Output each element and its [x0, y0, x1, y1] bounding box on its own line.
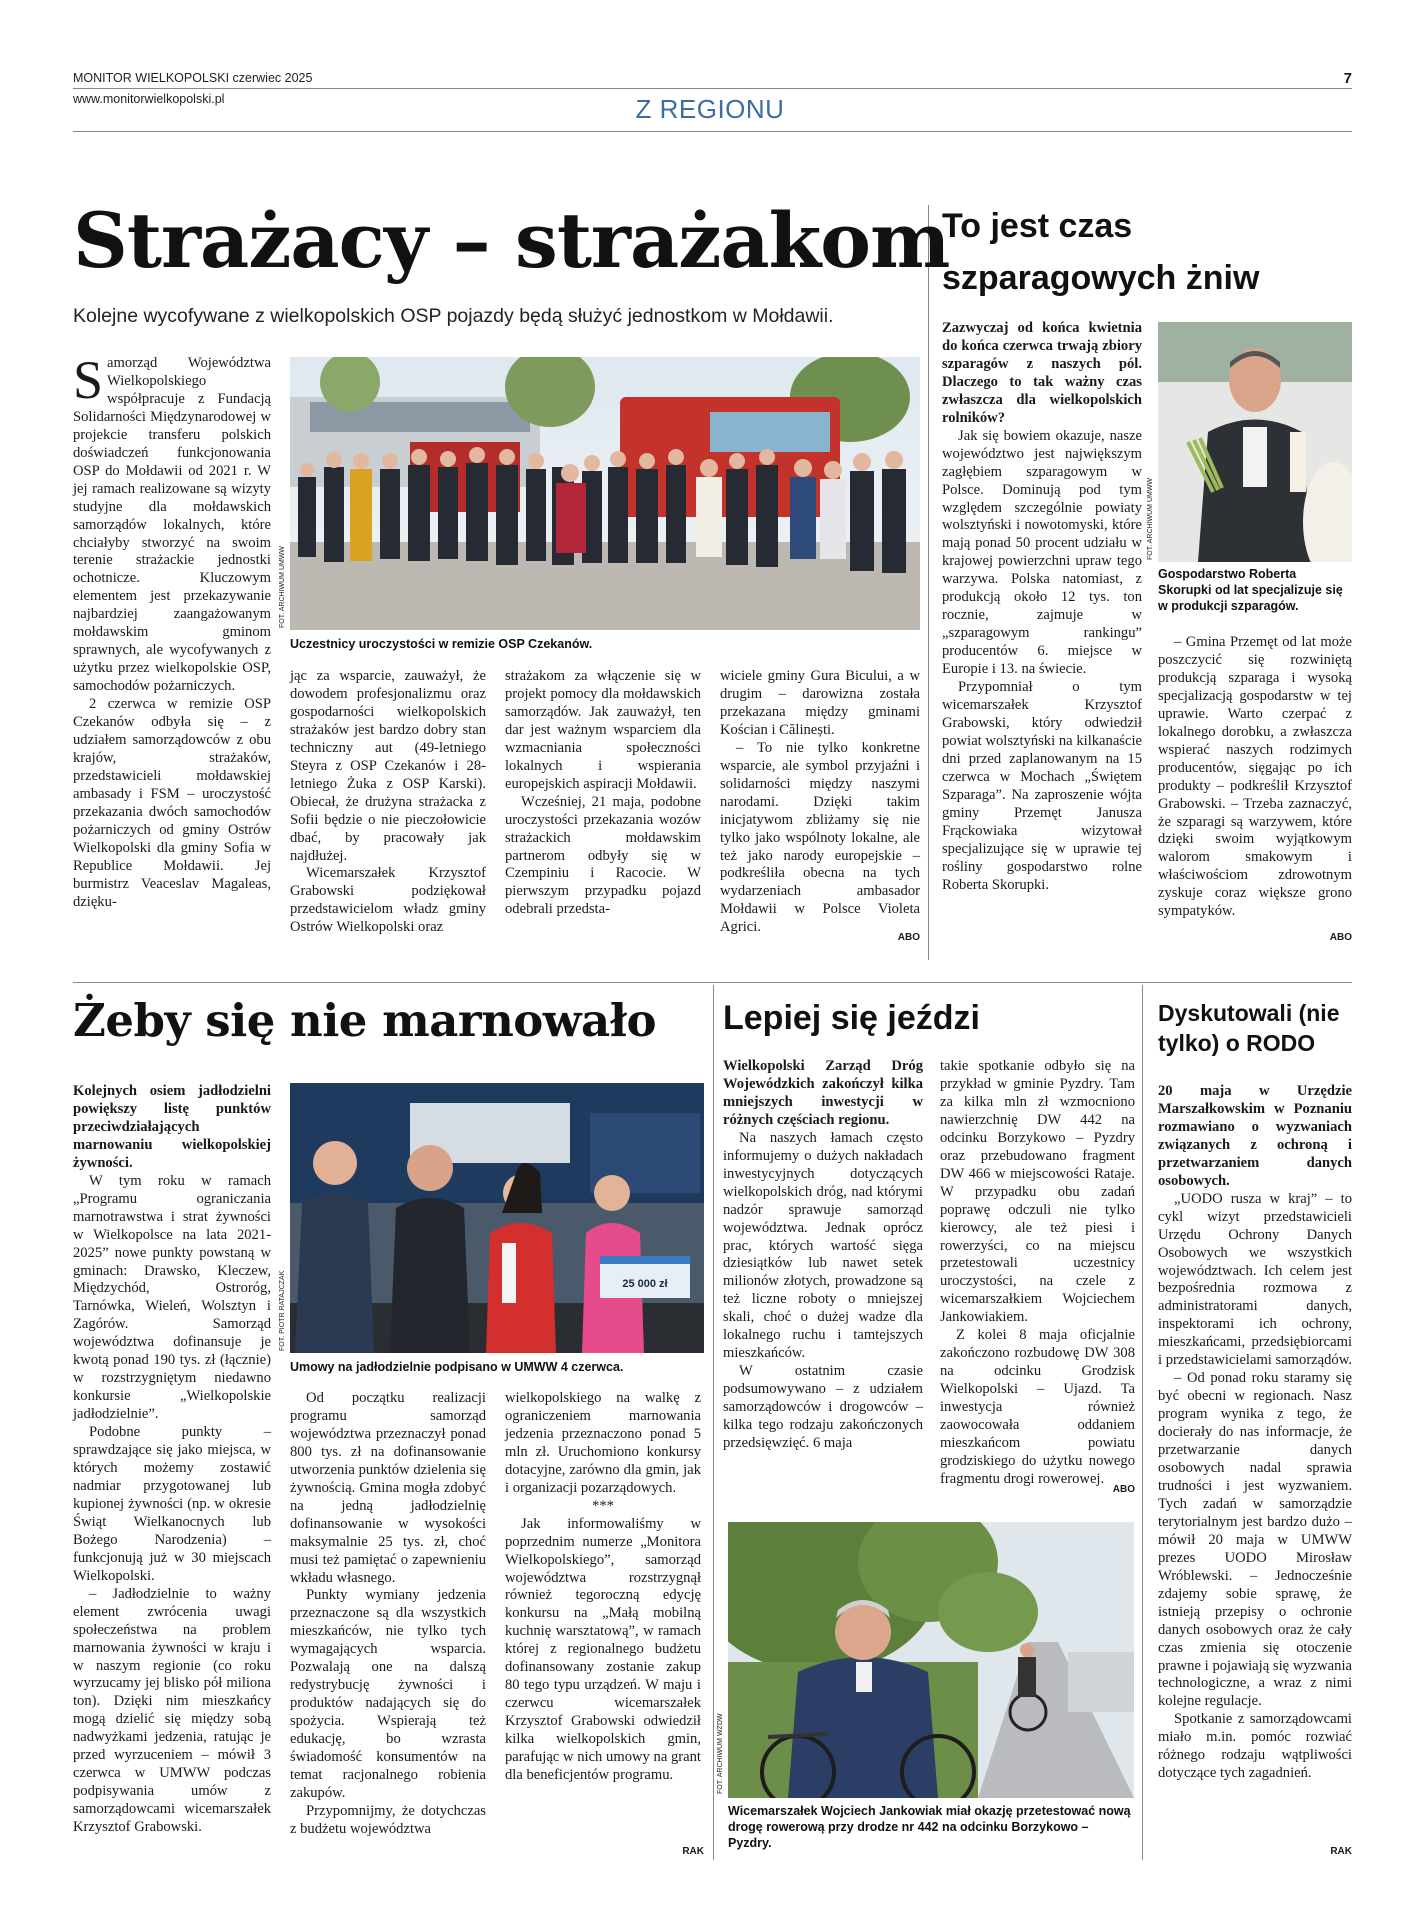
article-column: Zazwyczaj od końca kwietnia do końca czerwca trwają zbiory szparagów z naszych pól. Dlaczego to tak ważny czas zwłaszcza dla wielkopolskich rolników? Jak się bowiem okazuje, nasze województwo jest największym zagłębiem szparagowym w Polsce. Dominują pod tym względem szczególnie powiaty wolsztyński i nowotomyski, które mają ponad 50 procent udziału w krajowej powierzchni upraw tego warzywa. Polska natomiast, z produkcją około 12 tys. ton rocznie, zajmuje w „szparagowym rankingu” producentów 6. miejsce w Europie i 13. na świecie. Przypomniał o tym wicemarszałek Krzysztof Grabowski, który odwiedził powiat wolsztyński na kilkanaście dni przed zaplanowanym na 15 czerwca w Mochach „Świętem Szparaga”. Na zaproszenie wójta gminy Przemęt Janusza Frąckowiaka wizytował specjalizujące się w uprawie tej rośliny gospodarstwo rolne Roberta Skorupki. — [942, 320, 1142, 893]
drop-cap: S — [73, 350, 104, 410]
article-title: Lepiej się jeździ — [723, 999, 980, 1037]
section-divider — [73, 982, 1352, 983]
header-rule — [73, 88, 1352, 89]
article-title: Strażacy – strażakom — [73, 196, 950, 285]
page-number: 7 — [1343, 70, 1352, 87]
article-title: To jest czas szparagowych żniw — [942, 207, 1260, 297]
article-column: jąc za wsparcie, zauważył, że dowodem profesjonalizmu oraz gospodarności wielkopolskich strażaków jest bardzo dobry stan techniczny aut (49-letniego Steyra z OSP Czekanów i 28-letniego Żuka z OSP Karski). Obiecał, że drużyna strażacka z Sofii będzie o nie pieczołowicie dbać, by pracowały jak najdłużej. Wicemarszałek Krzysztof Grabowski podziękował przedstawicielom władz gminy Ostrów Wielkopolski oraz — [290, 668, 486, 936]
author-signature: ABO — [1329, 932, 1352, 943]
article-column: Samorząd Województwa Wielkopolskiego współpracuje z Fundacją Solidarności Międzynarodowej w projekcie transferu polskich doświadczeń funkcjonowania OSP do Mołdawii od 2021 r. W jej ramach realizowane są wizyty studyjne dla mołdawskich samorządów lokalnych, które chciałyby stworzyć na swoim terenie strażackie jednostki ochotnicze. Kluczowym elementem jest przekazywanie najbardziej zaangażowanym mołdawskim gminom sprawnych, ale wycofywanych z użytku przez wielkopolskie OSP, samochodów pożarniczych. 2 czerwca w remizie OSP Czekanów odbyła się – z udziałem samorządowców z obu krajów, strażaków, przedstawicieli mołdawskiej ambasady i FSM – uroczystość przekazania dwóch samochodów pożarniczych od gminy Ostrów Wielkopolski dla gminy Sofia w Republice Mołdawii. Jej burmistrz Veaceslav Magaleas, dzięku- — [73, 350, 271, 910]
article-column: 20 maja w Urzędzie Marszałkowskim w Poznaniu rozmawiano o wyzwaniach związanych z ochroną i przetwarzaniem danych osobowych. „UODO rusza w kraj” – to cykl wizyt przedstawicieli Urzędu Ochrony Danych Osobowych we wszystkich województwach. Ich celem jest bezpośrednia rozmowa z administratorami danych, inspektorami ich ochrony, mieszkańcami, przedsiębiorcami i przedstawicielami samorządów. – Od ponad roku staramy się być obecni w regionach. Nasz program wynika z tego, że docierały do nas informacje, że przetwarzanie danych osobowych nadal sprawia trudności i jest wyzwaniem. Tych zadań w samorządzie terytorialnym jest bardzo dużo – mówił 20 maja w UMWW prezes UODO Mirosław Wróblewski. – Jednocześnie zdajemy sobie sprawę, że istnieją przepisy o ochronie danych osobowych oraz że cały czas zmienia się otoczenie prawne i pojawiają się wyzwania technologiczne, a wraz z nimi kolejne regulacje. Spotkanie z samorządowcami miało m.in. pomóc rozwiać różnego rodzaju wątpliwości dotyczące tych zagadnień. — [1158, 1083, 1352, 1782]
author-signature: ABO — [897, 932, 920, 943]
article-column: wiciele gminy Gura Bicului, a w drugim – darowizna została przekazana między gminami Kościan i Călinești. – To nie tylko konkretne wsparcie, ale symbol przyjaźni i solidarności między naszymi narodami. Dzięki takim inicjatywom zbliżamy się nie tylko jako wspólnoty lokalne, ale też jako narody europejskie – podkreśliła obecna na tych wydarzeniach ambasador Mołdawii w Polsce Violeta Agrici. — [720, 668, 920, 936]
author-signature: RAK — [682, 1846, 704, 1857]
section-separator: *** — [592, 1497, 614, 1514]
author-signature: RAK — [1330, 1846, 1352, 1857]
column-rule — [1142, 985, 1143, 1860]
author-signature: ABO — [1112, 1484, 1135, 1495]
article-intro: Wielkopolski Zarząd Dróg Wojewódzkich zakończył kilka mniejszych inwestycji w różnych częściach regionu. — [723, 1058, 923, 1128]
article-lead: Kolejne wycofywane z wielkopolskich OSP pojazdy będą służyć jednostkom w Mołdawii. — [73, 305, 834, 327]
article-column: Od początku realizacji programu samorząd województwa przeznaczył ponad 800 tys. zł na dofinansowanie utworzenia punktów dzielenia się żywnością. Gmina mogła zdobyć na jedną jadłodzielnię dofinansowanie w wysokości maksymalnie 25 tys. zł, choć musi też pamiętać o zapewnieniu wkładu własnego. Punkty wymiany jedzenia przeznaczone są dla wszystkich mieszkańców, nie tylko tych wymagających wsparcia. Pozwalają one na dalszą redystrybucję żywności i produktów nadających się do spożycia. Wspierają też edukację, bo wzrasta świadomość konsumentów na temat racjonalnego robienia zakupów. Przypomnijmy, że dotychczas z budżetu województwa — [290, 1390, 486, 1837]
article-column: wielkopolskiego na walkę z ograniczeniem marnowania jedzenia przeznaczono ponad 5 mln zł. Uruchomiono konkursy dotacyjne, zarówno dla gmin, jak i organizacji pozarządowych. *** Jak informowaliśmy w poprzednim numerze „Monitora Wielkopolskiego”, samorząd województwa rozstrzygnął również tegoroczną edycję konkursu na „Małą mobilną kuchnię warsztatową”, w ramach której z regionalnego budżetu dofinansowany zostanie zakup 80 tego typu urządzeń. W maju i czerwcu wicemarszałek Krzysztof Grabowski odwiedził kilka wielkopolskich gmin, parafując w nich umowy na grant dla beneficjentów programu. — [505, 1390, 701, 1784]
website-link[interactable]: www.monitorwielkopolski.pl — [73, 92, 225, 106]
photo-credit: FOT. ARCHIWUM UMWW — [279, 545, 286, 628]
firefighters-photo — [290, 357, 920, 630]
article-title: Dyskutowali (nie tylko) o RODO — [1158, 1000, 1340, 1056]
cyclist-photo — [728, 1522, 1134, 1798]
photo-caption: Gospodarstwo Roberta Skorupki od lat specjalizuje się w produkcji szparagów. — [1158, 567, 1343, 613]
article-column: – Gmina Przemęt od lat może poszczycić się rozwiniętą produkcją szparaga i wysoką specjalizacją gospodarstw w tej uprawie. Warto czerpać z lokalnego dorobku, a zwłaszcza wspierać naszych rodzimych producentów, sięgając po ich produkty – podkreślił Krzysztof Grabowski. – Trzeba zaznaczyć, że szparagi są warzywem, które dzięki swoim wyjątkowym walorom smakowym i właściwościom zdrowotnym zyskuje coraz większe grono sympatyków. — [1158, 634, 1352, 920]
article-column: strażakom za włączenie się w projekt pomocy dla mołdawskich samorządów. Jak zauważył, ten dar jest ważnym wsparciem dla wzmacniania społeczności lokalnych i wspierania europejskich aspiracji Mołdawii. Wcześniej, 21 maja, podobne uroczystości przekazania wozów strażackich mołdawskim partnerom odbyły się w Czempiniu i Racocie. W pierwszym przypadku pojazd odebrali przedsta- — [505, 668, 701, 918]
photo-caption: Umowy na jadłodzielnie podpisano w UMWW 4 czerwca. — [290, 1360, 624, 1374]
photo-caption: Wicemarszałek Wojciech Jankowiak miał okazję przetestować nową drogę rowerową przy drodze nr 442 na odcinku Borzykowo – Pyzdry. — [728, 1804, 1131, 1850]
article-title: Żeby się nie marnowało — [73, 994, 657, 1047]
section-title: Z REGIONU — [635, 94, 785, 124]
column-rule — [713, 985, 714, 1860]
publication-name: MONITOR WIELKOPOLSKI czerwiec 2025 — [73, 71, 313, 85]
article-column: Wielkopolski Zarząd Dróg Wojewódzkich zakończył kilka mniejszych inwestycji w różnych częściach regionu. Na naszych łamach często informujemy o dużych nakładach inwestycyjnych dotyczących wielkopolskich dróg, nad którymi nadzór sprawuje samorząd województwa. Jednak oprócz prac, których wartość sięga dziesiątków lub nawet setek milionów złotych, prowadzone są też liczne roboty o mniejszej skali, choć o dużej wadze dla lokalnego ruchu i tamtejszych mieszkańców. W ostatnim czasie podsumowywano – z udziałem samorządowców i drogowców – kilka tego rodzaju zakończonych przedsięwzięć. 6 maja — [723, 1058, 923, 1452]
header-rule-bottom — [73, 131, 1352, 132]
article-intro: 20 maja w Urzędzie Marszałkowskim w Poznaniu rozmawiano o wyzwaniach związanych z ochroną i przetwarzaniem danych osobowych. — [1158, 1083, 1352, 1189]
article-column: takie spotkanie odbyło się na przykład w gminie Pyzdry. Tam za kilka mln zł wzmocniono nawierzchnię DW 442 na odcinku Borzykowo – Pyzdry oraz przebudowano fragment DW 466 w miejscowości Rataje. W przypadku obu zadań poprawę odczuli nie tylko kierowcy, ale też piesi i rowerzyści, co na miejscu przetestowali uczestnicy uroczystości, na czele z wicemarszałkiem Wojciechem Jankowiakiem. Z kolei 8 maja oficjalnie zakończono rozbudowę DW 308 na odcinku Grodzisk Wielkopolski – Ujazd. Ta inwestycja również zaowocowała oddaniem mieszkańcom powiatu grodziskiego do użytku nowego fragmentu drogi rowerowej. — [940, 1058, 1135, 1487]
article-intro: Zazwyczaj od końca kwietnia do końca czerwca trwają zbiory szparagów z naszych pól. Dlaczego to tak ważny czas zwłaszcza dla wielkopolskich rolników? — [942, 320, 1142, 426]
signing-photo — [290, 1083, 704, 1353]
article-column: Kolejnych osiem jadłodzielni powiększy listę punktów przeciwdziałających marnowaniu wielkopolskiej żywności. W tym roku w ramach „Programu ograniczania marnotrawstwa i strat żywności w Wielkopolsce na lata 2021-2025” nowe punkty powstaną w gminach: Drawsko, Kleczew, Międzychód, Ostroróg, Tarnówka, Wieleń, Wolsztyn i Zagórów. Samorząd województwa dofinansuje je kwotą ponad 190 tys. zł (łącznie) w rozstrzygniętym niedawno konkursie „Wielkopolskie jadłodzielnie”. Podobne punkty – sprawdzające się jako miejsca, w których możemy zostawić nadmiar przygotowanej lub kupionej żywności (np. w okresie Świąt Wielkanocnych lub Bożego Narodzenia) – funkcjonują już w 30 miejscach Wielkopolski. – Jadłodzielnie to ważny element zwrócenia uwagi społeczeństwa na problem marnowania żywności w kraju i w naszym regionie (co roku wyrzucamy jej blisko pół miliona ton). Dzięki nim mieszkańcy mogą dzielić się między sobą nadwyżkami jedzenia, ratując je przed wyrzuceniem – mówił 3 czerwca w UMWW podczas podpisywania umów z samorządowcami wicemarszałek Krzysztof Grabowski. — [73, 1083, 271, 1836]
photo-credit: FOT. ARCHIWUM WZDW — [717, 1713, 724, 1794]
article-intro: Kolejnych osiem jadłodzielni powiększy listę punktów przeciwdziałających marnowaniu wielkopolskiej żywności. — [73, 1083, 271, 1171]
cheque-amount: 25 000 zł — [622, 1278, 668, 1290]
photo-credit: FOT. PIOTR RATAJCZAK — [279, 1270, 286, 1351]
photo-credit: FOT. ARCHIWUM UMWW — [1147, 477, 1154, 560]
column-rule — [928, 205, 929, 960]
photo-caption: Uczestnicy uroczystości w remizie OSP Czekanów. — [290, 637, 593, 651]
farmer-photo — [1158, 322, 1352, 562]
